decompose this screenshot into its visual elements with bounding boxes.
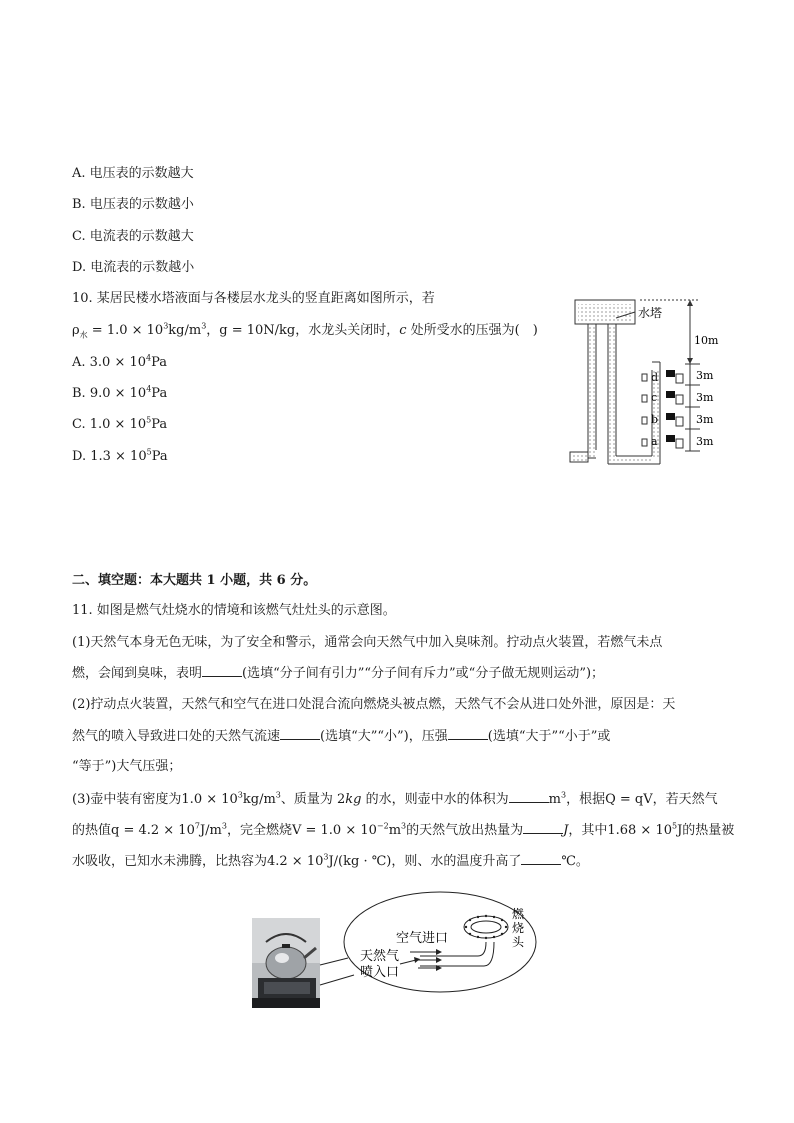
q11-part3-line3: 水吸收，已知水未沸腾，比热容为$4.2 \times 10^3J/(kg$ · ℃)，则、水的温度升高了 ℃。 xyxy=(72,852,589,869)
q11-part2-line1: (2)拧动点火装置，天然气和空气在进口处混合流向燃烧头被点燃，天然气不会从进口处外泄，原因是：天 xyxy=(72,697,676,712)
burner-schematic xyxy=(318,890,538,1005)
q11-part2-line3: “等于”)大气压强； xyxy=(72,759,182,774)
burner-label-3: 头 xyxy=(512,935,525,949)
answer-blank-4[interactable] xyxy=(509,790,549,803)
air-inlet-label: 空气进口 xyxy=(396,931,449,946)
svg-text:d: d xyxy=(651,371,659,384)
q11-stem: 11. 如图是燃气灶烧水的情境和该燃气灶灶头的示意图。 xyxy=(72,603,396,618)
svg-text:c: c xyxy=(651,391,658,404)
burner-label-1: 燃 xyxy=(512,907,525,921)
svg-text:b: b xyxy=(651,413,659,426)
dimension-3m-3: 3m xyxy=(696,413,714,426)
tower-label: 水塔 xyxy=(638,306,663,320)
gas-inlet-label-1: 天然气 xyxy=(360,949,400,964)
tap-a xyxy=(651,435,683,448)
q10-option-c: C. $1.0 \times 10^5Pa$ xyxy=(72,415,168,432)
answer-blank-3[interactable] xyxy=(448,727,488,740)
kettle-stove-photo xyxy=(252,918,320,1008)
q11-part1-line2: 燃，会闻到臭味，表明 (选填“分子间有引力”“分子间有斥力”或“分子做无规则运动”)； xyxy=(72,666,605,681)
q11-part2-line2: 然气的喷入导致进口处的天然气流速 (选填“大”“小”)，压强 (选填“大于”“小于”或 xyxy=(72,729,611,744)
q10-stem-line2: $\rho_水 = 1.0 \times 10^3kg/m^3$，g = 10N/kg，水龙头关闭时，c 处所受水的压强为( ) xyxy=(72,321,538,340)
dimension-3m-2: 3m xyxy=(696,391,714,404)
answer-blank-6[interactable] xyxy=(521,852,561,865)
q9-option-b: B. 电压表的示数越小 xyxy=(72,197,194,212)
answer-blank-2[interactable] xyxy=(280,727,320,740)
tap-b xyxy=(651,413,683,426)
section-heading: 二、填空题：本大题共 1 小题，共 6 分。 xyxy=(72,573,317,588)
dimension-3m-4: 3m xyxy=(696,435,714,448)
q9-option-c: C. 电流表的示数越大 xyxy=(72,229,194,244)
tap-d xyxy=(651,370,683,384)
q9-option-a: A. 电压表的示数越大 xyxy=(72,166,194,181)
q10-option-d: D. $1.3 \times 10^5Pa$ xyxy=(72,447,168,464)
gas-inlet-label-2: 喷入口 xyxy=(360,965,400,980)
tap-c xyxy=(651,391,683,404)
q11-part1-line1: (1)天然气本身无色无味，为了安全和警示，通常会向天然气中加入臭味剂。拧动点火装置，若燃气未点 xyxy=(72,635,663,650)
water-tower-figure xyxy=(560,290,730,475)
q11-part3-line2: 的热值$q = 4.2 \times 10^7J/m^3$，完全燃烧$V = 1.0 \times 10^{-2}m^3$的天然气放出热量为 J，其中$1.68 \times 10^5J$的热量被 xyxy=(72,821,735,838)
q10-option-b: B. $9.0 \times 10^4Pa$ xyxy=(72,384,168,401)
burner-label-2: 烧 xyxy=(512,921,525,935)
dimension-3m-1: 3m xyxy=(696,369,714,382)
answer-blank-1[interactable] xyxy=(202,664,242,677)
svg-text:a: a xyxy=(651,435,658,448)
q10-option-a: A. $3.0 \times 10^4Pa$ xyxy=(72,353,168,370)
q10-stem-line1: 10. 某居民楼水塔液面与各楼层水龙头的竖直距离如图所示，若 xyxy=(72,291,435,306)
q9-option-d: D. 电流表的示数越小 xyxy=(72,260,195,275)
q11-part3-line1: (3)壶中装有密度为$1.0 \times 10^3kg/m^3$、质量为 2kg 的水，则壶中水的体积为 $m^3$，根据Q = qV，若天然气 xyxy=(72,790,718,807)
dimension-10m: 10m xyxy=(694,334,719,347)
answer-blank-5[interactable] xyxy=(523,821,563,834)
